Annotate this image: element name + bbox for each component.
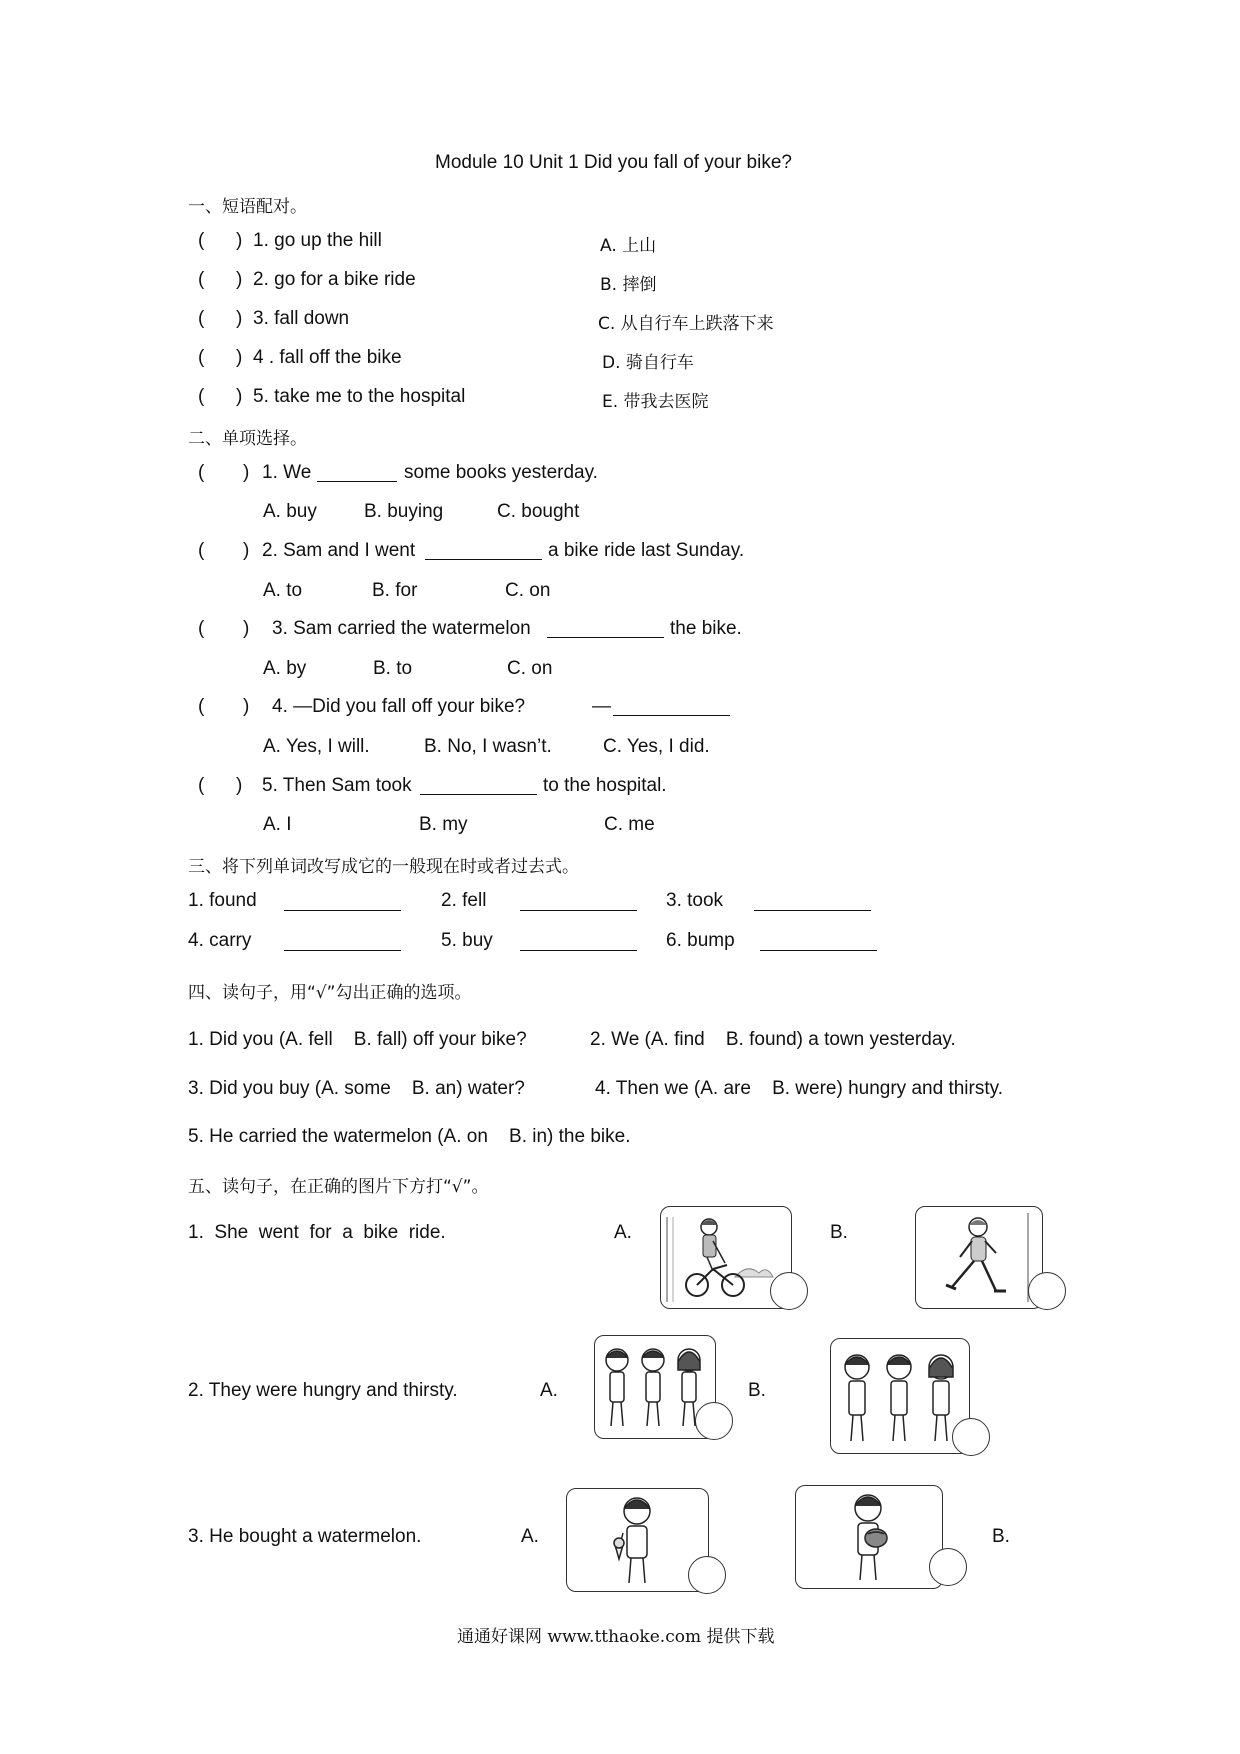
section-5-heading: 五、读句子，在正确的图片下方打“√”。 [188,1177,489,1197]
answer-blank[interactable] [425,559,542,560]
answer-bracket-close: ) [236,775,243,796]
tick-item[interactable]: 2. We (A. find B. found) a town yesterday. [590,1029,956,1050]
option: A. I [263,814,292,835]
tick-item[interactable]: 4. Then we (A. are B. were) hungry and thirsty. [595,1078,1003,1099]
answer-circle[interactable] [688,1556,726,1594]
answer-circle[interactable] [1028,1272,1066,1310]
option: A. to [263,580,303,601]
picture-sentence: 2. They were hungry and thirsty. [188,1380,458,1401]
answer-bracket-open: ( [198,269,205,290]
section-1-heading: 一、短语配对。 [188,197,307,217]
option: B. buying [364,501,444,522]
option: B. my [419,814,468,835]
word-item: 5. buy [441,930,493,951]
option-label-a: A. [540,1380,558,1401]
answer-bracket-close: ) [243,696,250,717]
phrase: 4 . fall off the bike [253,347,402,368]
answer-bracket-open: ( [198,618,205,639]
answer-circle[interactable] [929,1548,967,1586]
answer-bracket-close: ) [243,462,250,483]
answer-circle[interactable] [952,1418,990,1456]
tick-item[interactable]: 5. He carried the watermelon (A. on B. in) the bike. [188,1126,631,1147]
section-3-heading: 三、将下列单词改写成它的一般现在时或者过去式。 [188,857,579,877]
answer-bracket-close: ) [236,269,243,290]
option: C. bought [497,501,580,522]
meaning: C. 从自行车上跌落下来 [598,314,774,334]
option: B. for [372,580,418,601]
answer-blank[interactable] [284,950,401,951]
meaning: A. 上山 [600,236,657,256]
option: C. on [507,658,553,679]
question-text: a bike ride last Sunday. [548,540,745,561]
answer-bracket-close: ) [236,347,243,368]
phrase: 5. take me to the hospital [253,386,466,407]
picture-boy-running [915,1206,1043,1309]
picture-sentence: 1. She went for a bike ride. [188,1222,446,1243]
question-text: 5. Then Sam took [262,775,412,796]
phrase: 2. go for a bike ride [253,269,416,290]
answer-blank[interactable] [420,794,537,795]
meaning: E. 带我去医院 [602,392,709,412]
option-label-b: B. [748,1380,766,1401]
answer-bracket-close: ) [243,618,250,639]
meaning: D. 骑自行车 [602,353,694,373]
phrase: 3. fall down [253,308,350,329]
word-item: 3. took [666,890,724,911]
section-4-heading: 四、读句子，用“√”勾出正确的选项。 [188,983,472,1003]
answer-bracket-open: ( [198,462,205,483]
answer-blank[interactable] [520,950,637,951]
option-label-b: B. [992,1526,1010,1547]
answer-bracket-open: ( [198,540,205,561]
question-text: 2. Sam and I went [262,540,416,561]
option: B. to [373,658,413,679]
answer-bracket-open: ( [198,696,205,717]
picture-three-kids-thirsty [830,1338,970,1454]
question-text: the bike. [670,618,742,639]
answer-bracket-open: ( [198,775,205,796]
tick-item[interactable]: 1. Did you (A. fell B. fall) off your bike? [188,1029,527,1050]
answer-bracket-close: ) [236,308,243,329]
question-text: some books yesterday. [404,462,598,483]
word-item: 4. carry [188,930,252,951]
tick-item[interactable]: 3. Did you buy (A. some B. an) water? [188,1078,525,1099]
answer-bracket-open: ( [198,308,205,329]
answer-blank[interactable] [613,715,730,716]
question-text: 4. —Did you fall off your bike? [272,696,526,717]
answer-circle[interactable] [770,1272,808,1310]
answer-blank[interactable] [754,910,871,911]
answer-bracket-close: ) [243,540,250,561]
option: C. on [505,580,551,601]
answer-bracket-close: ) [236,386,243,407]
question-text: to the hospital. [543,775,667,796]
word-item: 2. fell [441,890,487,911]
phrase: 1. go up the hill [253,230,382,251]
page-footer: 通通好课网 www.tthaoke.com 提供下载 [457,1627,775,1647]
word-item: 6. bump [666,930,735,951]
answer-blank[interactable] [317,481,397,482]
option: C. me [604,814,655,835]
picture-sentence: 3. He bought a watermelon. [188,1526,422,1547]
question-text: 1. We [262,462,312,483]
word-item: 1. found [188,890,257,911]
option: C. Yes, I did. [603,736,710,757]
answer-bracket-open: ( [198,386,205,407]
section-2-heading: 二、单项选择。 [188,429,307,449]
question-text: 3. Sam carried the watermelon [272,618,531,639]
answer-blank[interactable] [760,950,877,951]
answer-bracket-close: ) [236,230,243,251]
answer-blank[interactable] [547,637,664,638]
answer-blank[interactable] [520,910,637,911]
option-label-a: A. [614,1222,632,1243]
answer-bracket-open: ( [198,230,205,251]
option: A. buy [263,501,317,522]
answer-bracket-open: ( [198,347,205,368]
option: A. by [263,658,307,679]
meaning: B. 摔倒 [600,275,657,295]
page-title: Module 10 Unit 1 Did you fall of your bike? [435,152,792,173]
answer-blank[interactable] [284,910,401,911]
option: A. Yes, I will. [263,736,370,757]
question-text: — [592,696,611,717]
option-label-a: A. [521,1526,539,1547]
picture-boy-with-watermelon [795,1485,943,1589]
answer-circle[interactable] [695,1402,733,1440]
option-label-b: B. [830,1222,848,1243]
option: B. No, I wasn’t. [424,736,552,757]
